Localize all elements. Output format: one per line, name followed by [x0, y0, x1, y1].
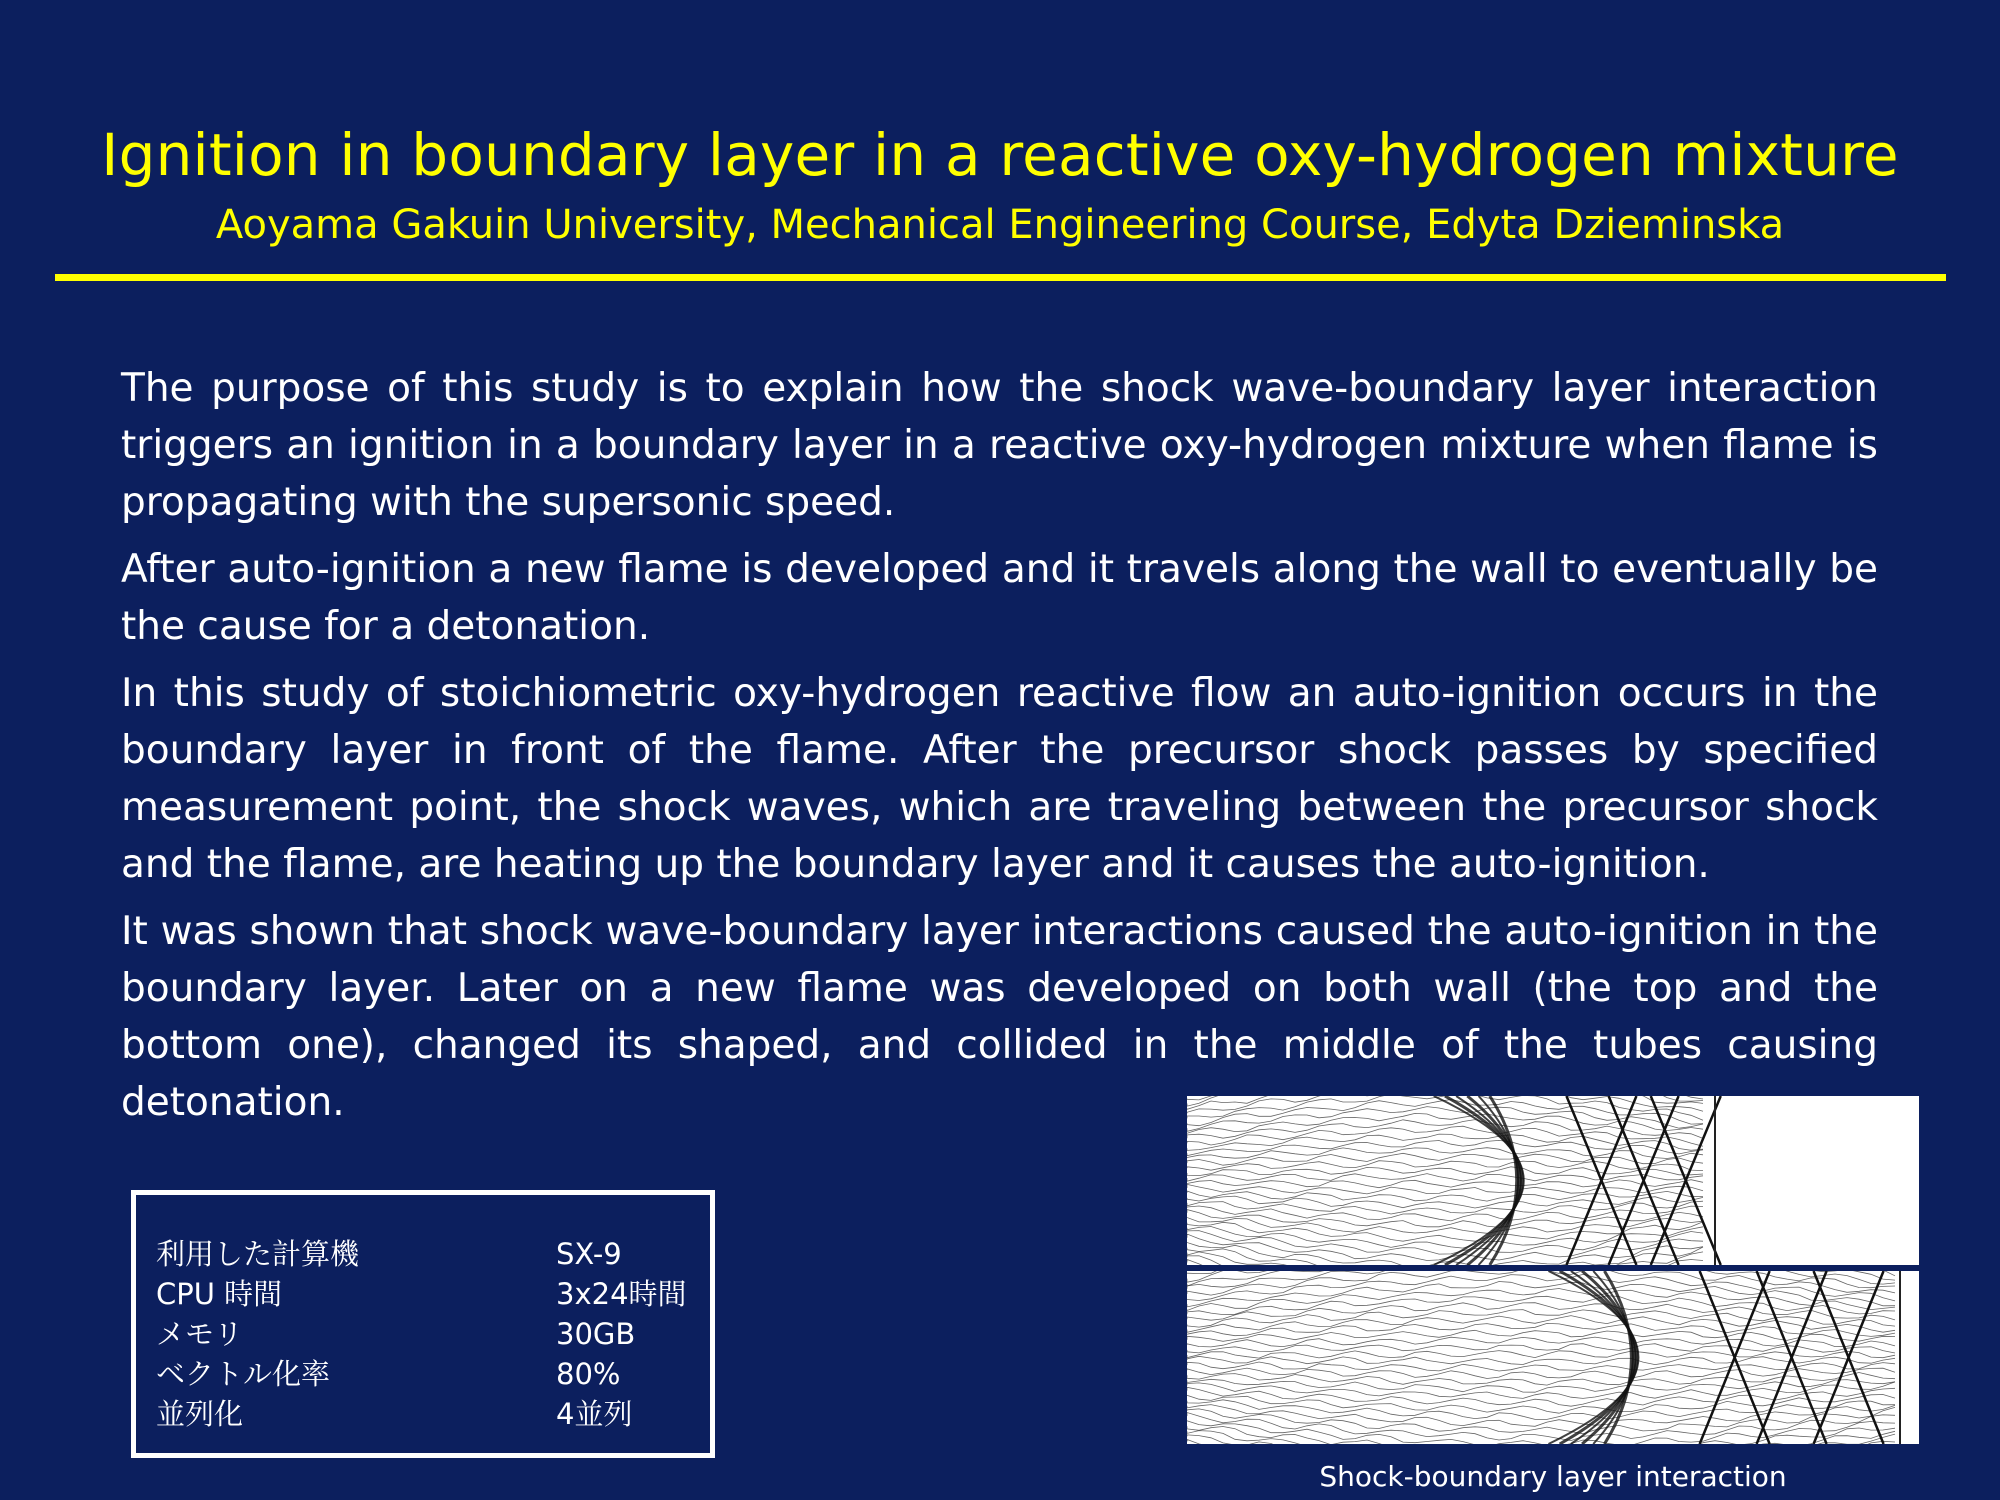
- shock-fronts: [1434, 1096, 1721, 1265]
- spec-row-cpu-time: [156, 1274, 696, 1314]
- slide-subtitle: Aoyama Gakuin University, Mechanical Engineering Course, Edyta Dzieminska: [215, 202, 1785, 248]
- slide-title: Ignition in boundary layer in a reactive oxy-hydrogen mixture: [101, 121, 1899, 189]
- spec-row-parallelization: [156, 1394, 696, 1434]
- spec-label: CPU 時間: [156, 1277, 283, 1311]
- spec-label: 並列化: [156, 1397, 244, 1431]
- spec-value: 30GB: [556, 1317, 636, 1351]
- simulation-image-top: [1187, 1096, 1919, 1265]
- spec-value: 3x24時間: [556, 1277, 687, 1311]
- spec-row-computer: [156, 1234, 696, 1274]
- paragraph-purpose: The purpose of this study is to explain how the shock wave-boundary layer interaction triggers an ignition in a boundary layer in a reactive oxy-hydrogen mixture when flame is propagating with the supersonic speed.: [121, 366, 1878, 525]
- spec-value: SX-9: [556, 1237, 622, 1271]
- spec-value: 4並列: [556, 1397, 633, 1431]
- spec-row-memory: [156, 1314, 696, 1354]
- computing-specs-box: [131, 1190, 715, 1458]
- spec-label: 利用した計算機: [156, 1237, 360, 1271]
- paragraph-auto-ignition: After auto-ignition a new flame is developed and it travels along the wall to eventually be the cause for a detonation.: [121, 547, 1878, 649]
- body-text: [121, 360, 1878, 1141]
- contour-lines: [1187, 1271, 1895, 1444]
- paragraph-study: In this study of stoichiometric oxy-hydrogen reactive flow an auto-ignition occurs in the boundary layer in front of the flame. After the precursor shock passes by specified measurement point, the shock waves, which are traveling between the precursor shock and the flame, are heating up the boundary layer and it causes the auto-ignition.: [121, 671, 1878, 887]
- paragraph-conclusion: It was shown that shock wave-boundary layer interactions caused the auto-ignition in the boundary layer. Later on a new flame was developed on both wall (the top and the bottom one), changed its shaped, and collided in the middle of the tubes causing detonation.: [121, 909, 1878, 1125]
- spec-row-vectorization: [156, 1354, 696, 1394]
- spec-label: ベクトル化率: [156, 1357, 331, 1391]
- spec-label: メモリ: [156, 1317, 244, 1351]
- simulation-figure: [1187, 1096, 1919, 1444]
- title-divider: [55, 274, 1946, 281]
- figure-caption: Shock-boundary layer interaction: [1319, 1460, 1787, 1493]
- simulation-image-bottom: [1187, 1271, 1919, 1444]
- spec-value: 80%: [556, 1357, 621, 1391]
